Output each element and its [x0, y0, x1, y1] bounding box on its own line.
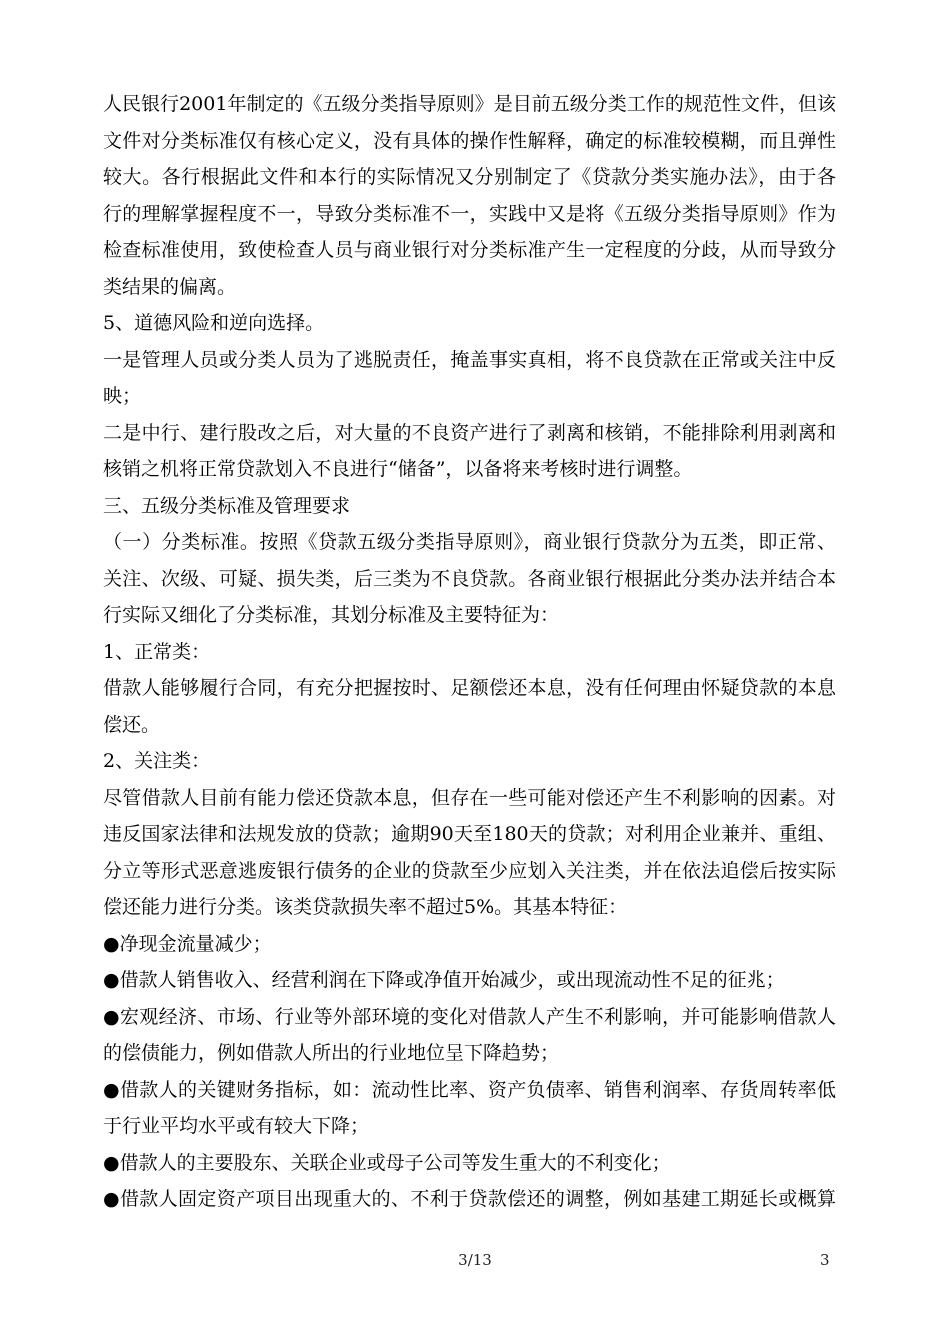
text-line: ●净现金流量减少； [103, 932, 272, 955]
text-line: ●借款人的主要股东、关联企业或母子公司等发生重大的不利变化； [103, 1151, 671, 1174]
text-line: ●宏观经济、市场、行业等外部环境的变化对借款人产生不利影响，并可能影响借款人 [103, 1005, 836, 1028]
text-line: 于行业平均水平或有较大下降； [103, 1115, 370, 1137]
text-line: 一是管理人员或分类人员为了逃脱责任，掩盖事实真相，将不良贷款在正常或关注中反 [103, 348, 836, 371]
text-line: 二是中行、建行股改之后，对大量的不良资产进行了剥离和核销，不能排除利用剥离和 [103, 421, 836, 444]
text-line: （一）分类标准。按照《贷款五级分类指导原则》，商业银行贷款分为五类，即正常、 [103, 531, 836, 553]
document-body [103, 86, 836, 1218]
text-line: 文件对分类标准仅有核心定义，没有具体的操作性解释，确定的标准较模糊，而且弹性 [103, 129, 836, 152]
text-line: 5、道德风险和逆向选择。 [103, 312, 325, 334]
text-line: 2、关注类： [103, 750, 211, 772]
text-line: 违反国家法律和法规发放的贷款；逾期90天至180天的贷款；对利用企业兼并、重组、 [103, 823, 836, 845]
text-line: 检查标准使用，致使检查人员与商业银行对分类标准产生一定程度的分歧，从而导致分 [103, 239, 836, 261]
text-line: ●借款人固定资产项目出现重大的、不利于贷款偿还的调整，例如基建工期延长或概算 [103, 1188, 836, 1210]
text-line: 分立等形式恶意逃废银行债务的企业的贷款至少应划入关注类，并在依法追偿后按实际 [103, 859, 836, 882]
text-line: ●借款人销售收入、经营利润在下降或净值开始减少，或出现流动性不足的征兆； [103, 969, 785, 991]
text-line: 较大。各行根据此文件和本行的实际情况又分别制定了《贷款分类实施办法》，由于各 [103, 166, 836, 188]
text-line: 偿还。 [103, 713, 161, 736]
text-line: 的偿债能力，例如借款人所出的行业地位呈下降趋势； [103, 1042, 560, 1064]
text-line: 核销之机将正常贷款划入不良进行“储备”，以备将来考核时进行调整。 [103, 458, 693, 480]
text-line: 三、五级分类标准及管理要求 [103, 494, 351, 517]
text-line: 行实际又细化了分类标准，其划分标准及主要特征为： [103, 604, 560, 626]
text-line: 人民银行2001年制定的《五级分类指导原则》是目前五级分类工作的规范性文件，但该 [103, 93, 836, 115]
text-line: 行的理解掌握程度不一，导致分类标准不一，实践中又是将《五级分类指导原则》作为 [103, 202, 836, 225]
page-indicator: 3/13 [458, 1251, 492, 1269]
text-line: ●借款人的关键财务指标，如：流动性比率、资产负债率、销售利润率、存货周转率低 [103, 1078, 836, 1101]
text-line: 偿还能力进行分类。该类贷款损失率不超过5%。其基本特征： [103, 896, 628, 918]
page-number: 3 [820, 1251, 830, 1269]
text-line: 尽管借款人目前有能力偿还贷款本息，但存在一些可能对偿还产生不利影响的因素。对 [103, 786, 836, 809]
text-line: 借款人能够履行合同，有充分把握按时、足额偿还本息，没有任何理由怀疑贷款的本息 [103, 677, 836, 699]
text-line: 映； [103, 385, 142, 407]
text-line: 关注、次级、可疑、损失类，后三类为不良贷款。各商业银行根据此分类办法并结合本 [103, 567, 836, 590]
text-line: 类结果的偏离。 [103, 275, 237, 298]
text-line: 1、正常类： [103, 640, 211, 663]
